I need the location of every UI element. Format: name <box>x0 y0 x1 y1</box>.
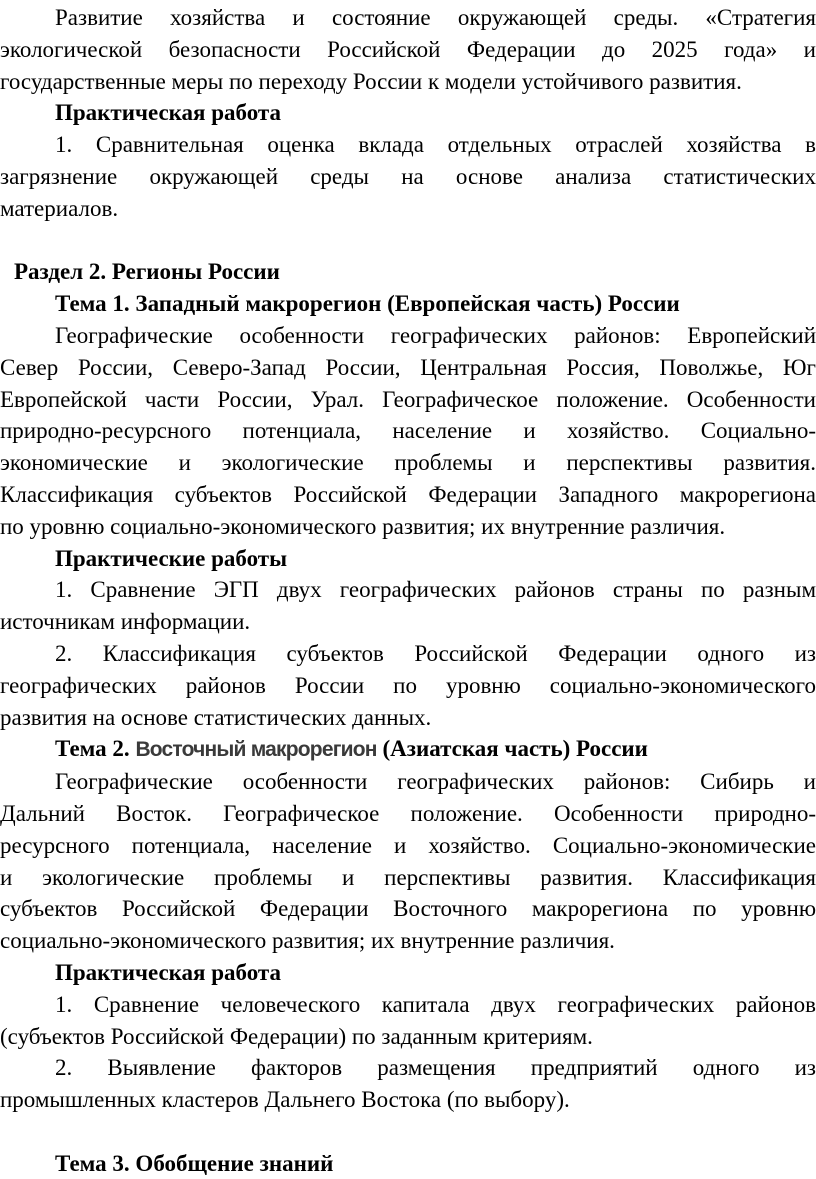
heading <box>0 288 816 320</box>
text-line: 2. Классификация субъектов Российской Федерации одного из <box>55 640 816 666</box>
text-line: Географические особенности географических районов: Европейский <box>55 322 816 348</box>
text-line: Север России, Северо-Запад России, Центральная Россия, Поволжье, Юг <box>0 354 816 380</box>
text-line: Классификация субъектов Российской Федерации Западного макрорегиона <box>0 481 816 507</box>
text-line: 1. Сравнительная оценка вклада отдельных отраслей хозяйства в <box>55 132 816 158</box>
section-heading <box>0 256 816 288</box>
blank-line <box>0 1116 816 1148</box>
text-line: Практическая работа <box>55 100 282 126</box>
text-line: Европейской части России, Урал. Географическое положение. Особенности <box>0 386 816 412</box>
text-line: Развитие хозяйства и состояние окружающей среды. «Стратегия <box>55 5 816 30</box>
text-line: экологической безопасности Российской Федерации до 2025 года» и <box>0 36 816 62</box>
text-line: по уровню социально-экономического развития; их внутренние различия. <box>0 513 726 539</box>
text-line: (субъектов Российской Федерации) по заданным критериям. <box>0 1023 593 1049</box>
heading-suffix: (Азиатская часть) России <box>376 736 648 762</box>
heading-prefix: Тема 2. <box>55 736 136 762</box>
text-line: Тема 3. Обобщение знаний <box>55 1150 334 1176</box>
text-line: ресурсного потенциала, население и хозяйство. Социально-экономические <box>0 832 816 858</box>
text-line: и экологические проблемы и перспективы развития. Классификация <box>0 864 816 890</box>
text-line: Географические особенности географических районов: Сибирь и <box>55 769 816 795</box>
text-line: загрязнение окружающей среды на основе анализа статистических <box>0 163 816 189</box>
text-line: Раздел 2. Регионы России <box>14 259 280 285</box>
paragraph <box>0 1052 816 1116</box>
text-line: Тема 1. Западный макрорегион (Европейская часть) России <box>55 291 680 317</box>
heading <box>0 543 816 575</box>
heading <box>0 733 816 766</box>
paragraph <box>0 574 816 638</box>
paragraph <box>0 2 816 97</box>
text-line: развития на основе статистических данных. <box>0 704 432 730</box>
text-line: субъектов Российской Федерации Восточного макрорегиона по уровню <box>0 896 816 922</box>
paragraph <box>0 766 816 957</box>
text-line: Практическая работа <box>55 959 282 985</box>
text-line: 1. Сравнение человеческого капитала двух географических районов <box>55 991 816 1017</box>
text-line: Практические работы <box>55 545 288 571</box>
text-line: промышленных кластеров Дальнего Востока (по выбору). <box>0 1087 570 1113</box>
text-line: природно-ресурсного потенциала, население и хозяйство. Социально- <box>0 418 816 444</box>
paragraph <box>0 638 816 733</box>
paragraph <box>0 129 816 224</box>
text-line: Дальний Восток. Географическое положение. Особенности природно- <box>0 800 816 826</box>
text-line: 1. Сравнение ЭГП двух географических районов страны по разным <box>55 577 816 603</box>
heading <box>0 1148 816 1179</box>
heading <box>0 957 816 989</box>
text-line: экономические и экологические проблемы и перспективы развития. <box>0 450 816 476</box>
text-line: государственные меры по переходу России к модели устойчивого развития. <box>0 68 742 94</box>
text-line: материалов. <box>0 195 119 221</box>
heading-accent: Восточный макрорегион <box>135 738 377 762</box>
heading <box>0 97 816 129</box>
text-line: источникам информации. <box>0 609 251 635</box>
heading-line <box>0 733 816 766</box>
text-line: географических районов России по уровню социально-экономического <box>0 672 816 698</box>
paragraph <box>0 989 816 1053</box>
paragraph <box>0 320 816 543</box>
blank-line <box>0 225 816 257</box>
text-line: социально-экономического развития; их внутренние различия. <box>0 928 615 954</box>
text-line: 2. Выявление факторов размещения предприятий одного из <box>55 1055 816 1081</box>
